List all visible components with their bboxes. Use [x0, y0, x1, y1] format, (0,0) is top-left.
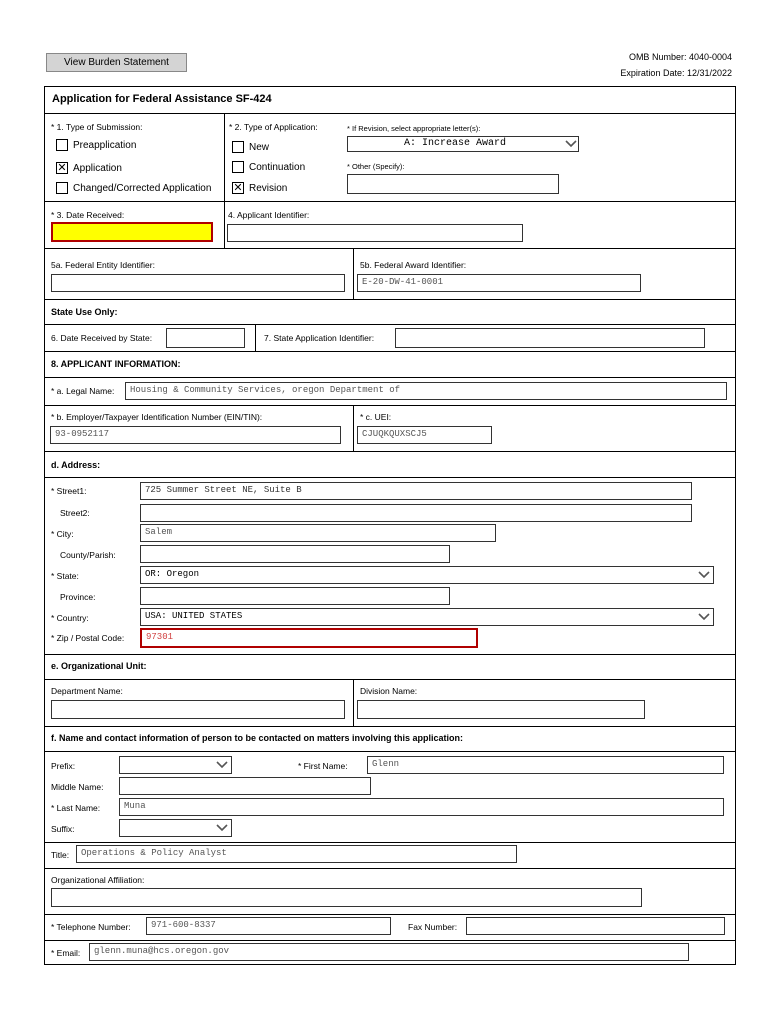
- divider: [45, 405, 736, 406]
- divider: [45, 113, 736, 114]
- department-name-label: Department Name:: [51, 686, 123, 696]
- revision-label: Revision: [249, 183, 288, 194]
- federal-award-input[interactable]: E-20-DW-41-0001: [357, 274, 641, 292]
- uei-label: * c. UEI:: [360, 412, 392, 422]
- last-name-label: * Last Name:: [51, 803, 101, 813]
- chevron-down-icon[interactable]: [565, 139, 575, 149]
- email-label: * Email:: [51, 948, 81, 958]
- vertical-divider: [353, 679, 354, 726]
- province-label: Province:: [60, 592, 96, 602]
- divider: [45, 654, 736, 655]
- county-input[interactable]: [140, 545, 450, 563]
- organizational-affiliation-input[interactable]: [51, 888, 642, 907]
- changed-corrected-label: Changed/Corrected Application: [73, 183, 212, 194]
- chevron-down-icon[interactable]: [216, 823, 226, 833]
- uei-input[interactable]: CJUQKQUXSCJ5: [357, 426, 492, 444]
- department-name-input[interactable]: [51, 700, 345, 719]
- street1-input[interactable]: 725 Summer Street NE, Suite B: [140, 482, 692, 500]
- divider: [45, 477, 736, 478]
- divider: [45, 201, 736, 202]
- middle-name-label: Middle Name:: [51, 782, 104, 792]
- state-application-identifier-input[interactable]: [395, 328, 705, 348]
- omb-number: OMB Number: 4040-0004: [628, 52, 732, 62]
- divider: [45, 351, 736, 352]
- other-specify-label: * Other (Specify):: [347, 162, 405, 171]
- ein-input[interactable]: 93-0952117: [50, 426, 341, 444]
- city-label: * City:: [51, 529, 74, 539]
- country-label: * Country:: [51, 613, 89, 623]
- contact-title-label: Title:: [51, 850, 70, 860]
- chevron-down-icon[interactable]: [216, 760, 226, 770]
- fax-label: Fax Number:: [408, 922, 458, 932]
- contact-title: f. Name and contact information of person to be contacted on matters involving this application:: [51, 733, 464, 743]
- division-name-input[interactable]: [357, 700, 645, 719]
- contact-title-input[interactable]: Operations & Policy Analyst: [76, 845, 517, 863]
- state-application-identifier-label: 7. State Application Identifier:: [264, 333, 375, 343]
- new-checkbox[interactable]: [232, 141, 244, 153]
- revision-select-value: A: Increase Award: [404, 138, 507, 149]
- vertical-divider: [353, 405, 354, 451]
- telephone-input[interactable]: 971-600-8337: [146, 917, 391, 935]
- telephone-label: * Telephone Number:: [51, 922, 131, 932]
- chevron-down-icon[interactable]: [698, 612, 708, 622]
- view-burden-statement-button[interactable]: View Burden Statement: [46, 53, 187, 72]
- submission-type-label: * 1. Type of Submission:: [51, 122, 143, 132]
- divider: [45, 248, 736, 249]
- county-label: County/Parish:: [60, 550, 116, 560]
- vertical-divider: [255, 324, 256, 351]
- applicant-identifier-label: 4. Applicant Identifier:: [228, 210, 310, 220]
- divider: [45, 679, 736, 680]
- address-title: d. Address:: [51, 460, 101, 470]
- date-received-input[interactable]: [51, 222, 213, 242]
- continuation-checkbox[interactable]: [232, 161, 244, 173]
- zip-input[interactable]: 97301: [140, 628, 478, 648]
- suffix-label: Suffix:: [51, 824, 75, 834]
- federal-entity-label: 5a. Federal Entity Identifier:: [51, 260, 155, 270]
- organizational-affiliation-label: Organizational Affiliation:: [51, 875, 145, 885]
- divider: [45, 324, 736, 325]
- street2-label: Street2:: [60, 508, 90, 518]
- legal-name-label: * a. Legal Name:: [51, 386, 115, 396]
- divider: [45, 842, 736, 843]
- divider: [45, 751, 736, 752]
- continuation-label: Continuation: [249, 162, 306, 173]
- application-label: Application: [73, 163, 122, 174]
- date-received-label: * 3. Date Received:: [51, 210, 125, 220]
- state-select[interactable]: OR: Oregon: [140, 566, 714, 584]
- revision-letter-label: * If Revision, select appropriate letter(s):: [347, 124, 481, 133]
- preapplication-label: Preapplication: [73, 140, 137, 151]
- x-mark-icon: ✕: [233, 181, 243, 194]
- vertical-divider: [224, 201, 225, 248]
- vertical-divider: [224, 113, 225, 201]
- preapplication-checkbox[interactable]: [56, 139, 68, 151]
- chevron-down-icon[interactable]: [698, 570, 708, 580]
- first-name-label: * First Name:: [298, 761, 348, 771]
- federal-entity-input[interactable]: [51, 274, 345, 292]
- x-mark-icon: ✕: [57, 161, 67, 174]
- application-type-label: * 2. Type of Application:: [229, 122, 318, 132]
- fax-input[interactable]: [466, 917, 725, 935]
- new-label: New: [249, 142, 270, 153]
- ein-label: * b. Employer/Taxpayer Identification Number (EIN/TIN):: [51, 412, 263, 422]
- divider: [45, 299, 736, 300]
- email-input[interactable]: glenn.muna@hcs.oregon.gov: [89, 943, 689, 961]
- city-input[interactable]: Salem: [140, 524, 496, 542]
- federal-award-label: 5b. Federal Award Identifier:: [360, 260, 467, 270]
- legal-name-input[interactable]: Housing & Community Services, oregon Department of: [125, 382, 727, 400]
- state-label: * State:: [51, 571, 79, 581]
- changed-corrected-checkbox[interactable]: [56, 182, 68, 194]
- date-received-by-state-label: 6. Date Received by State:: [51, 333, 153, 343]
- country-select[interactable]: USA: UNITED STATES: [140, 608, 714, 626]
- street2-input[interactable]: [140, 504, 692, 522]
- divider: [45, 940, 736, 941]
- applicant-information-title: 8. APPLICANT INFORMATION:: [51, 359, 181, 369]
- revision-checkbox[interactable]: [232, 182, 244, 194]
- middle-name-input[interactable]: [119, 777, 371, 795]
- division-name-label: Division Name:: [360, 686, 418, 696]
- divider: [45, 726, 736, 727]
- prefix-label: Prefix:: [51, 761, 76, 771]
- application-checkbox[interactable]: [56, 162, 68, 174]
- zip-label: * Zip / Postal Code:: [51, 633, 125, 643]
- organizational-unit-title: e. Organizational Unit:: [51, 661, 147, 671]
- applicant-identifier-input[interactable]: [227, 224, 523, 242]
- divider: [45, 377, 736, 378]
- first-name-input[interactable]: Glenn: [367, 756, 724, 774]
- last-name-input[interactable]: Muna: [119, 798, 724, 816]
- divider: [45, 451, 736, 452]
- divider: [45, 914, 736, 915]
- vertical-divider: [353, 248, 354, 299]
- province-input[interactable]: [140, 587, 450, 605]
- revision-select[interactable]: [347, 136, 579, 152]
- divider: [45, 868, 736, 869]
- street1-label: * Street1:: [51, 486, 87, 496]
- state-use-title: State Use Only:: [51, 307, 118, 317]
- date-received-by-state-input[interactable]: [166, 328, 245, 348]
- other-specify-input[interactable]: [347, 174, 559, 194]
- form-title: Application for Federal Assistance SF-424: [52, 93, 272, 105]
- expiration-date: Expiration Date: 12/31/2022: [620, 68, 732, 78]
